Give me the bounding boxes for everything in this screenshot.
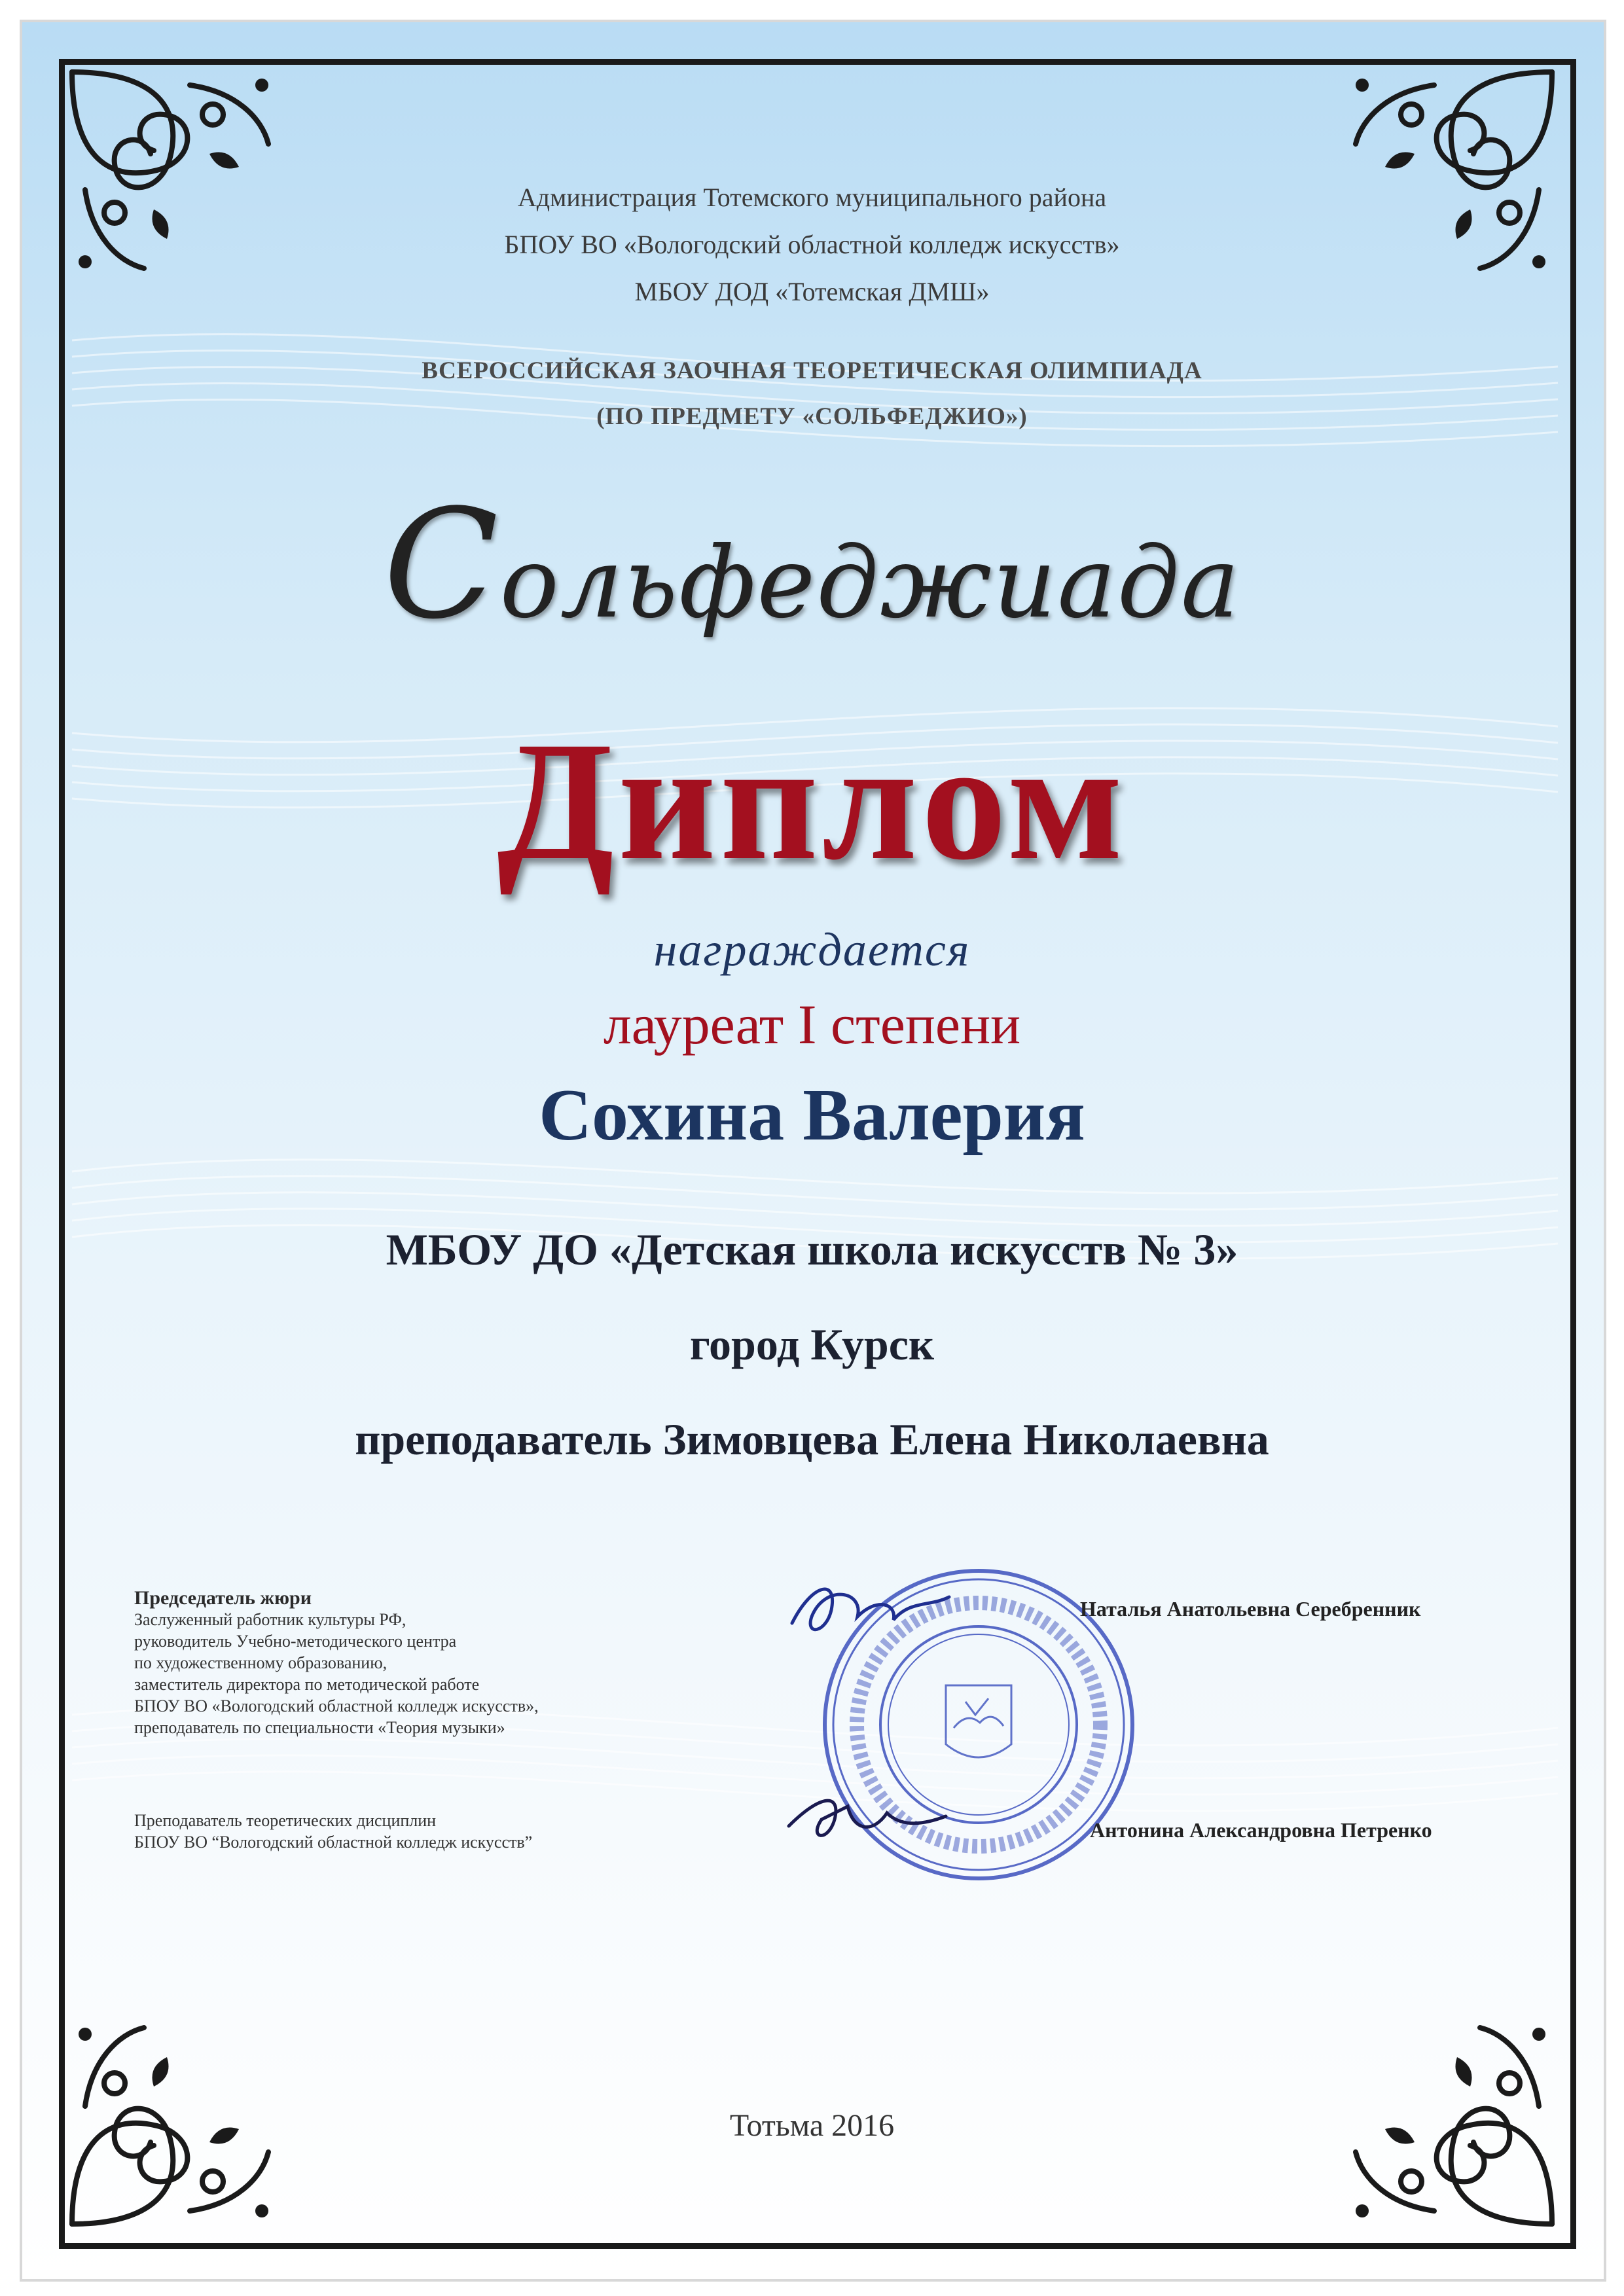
- recipient-name: Сохина Валерия: [539, 1075, 1085, 1156]
- jury-chair-line: заместитель директора по методической работе: [134, 1675, 480, 1694]
- chair-signature: [785, 1571, 956, 1649]
- organizer-line-1: Администрация Тотемского муниципального района: [517, 183, 1107, 212]
- jury-chair-heading: Председатель жюри: [134, 1587, 312, 1609]
- member-signature: [782, 1780, 952, 1852]
- school-name: МБОУ ДО «Детская школа искусств № 3»: [386, 1225, 1238, 1274]
- awarded-caption: награждается: [653, 924, 971, 976]
- organizer-line-3: МБОУ ДОД «Тотемская ДМШ»: [634, 277, 990, 306]
- olympiad-title-line-2: (ПО ПРЕДМЕТУ «СОЛЬФЕДЖИО»): [596, 403, 1028, 430]
- city-name: город Курск: [689, 1319, 935, 1369]
- laureate-degree: лауреат I степени: [603, 993, 1021, 1056]
- olympiad-title-line-1: ВСЕРОССИЙСКАЯ ЗАОЧНАЯ ТЕОРЕТИЧЕСКАЯ ОЛИМПИАДА: [422, 357, 1202, 384]
- jury-chair-block: [134, 1587, 658, 1738]
- jury-chair-name: Наталья Анатольевна Серебренник: [1080, 1597, 1421, 1621]
- event-wordmark: [0, 478, 1624, 653]
- jury-member-name: Антонина Александровна Петренко: [1090, 1818, 1432, 1842]
- jury-chair-line: преподаватель по специальности «Теория музыки»: [134, 1718, 505, 1737]
- place-and-year: Тотьма 2016: [729, 2108, 895, 2143]
- teacher-name: преподаватель Зимовцева Елена Николаевна: [355, 1414, 1269, 1464]
- diploma-title: Диплом: [497, 707, 1127, 895]
- wordmark-initial: С: [383, 478, 500, 653]
- jury-chair-line: руководитель Учебно-методического центра: [134, 1632, 457, 1651]
- jury-chair-line: Заслуженный работник культуры РФ,: [134, 1610, 406, 1629]
- organizer-line-2: БПОУ ВО «Вологодский областной колледж искусств»: [504, 230, 1120, 259]
- jury-member-line: БПОУ ВО “Вологодский областной колледж искусств”: [134, 1833, 533, 1852]
- jury-chair-line: по художественному образованию,: [134, 1653, 388, 1672]
- jury-member-block: [134, 1810, 658, 1853]
- jury-chair-line: БПОУ ВО «Вологодский областной колледж искусств»,: [134, 1696, 539, 1715]
- jury-member-line: Преподаватель теоретических дисциплин: [134, 1811, 437, 1830]
- wordmark-rest: ольфеджиада: [499, 526, 1241, 640]
